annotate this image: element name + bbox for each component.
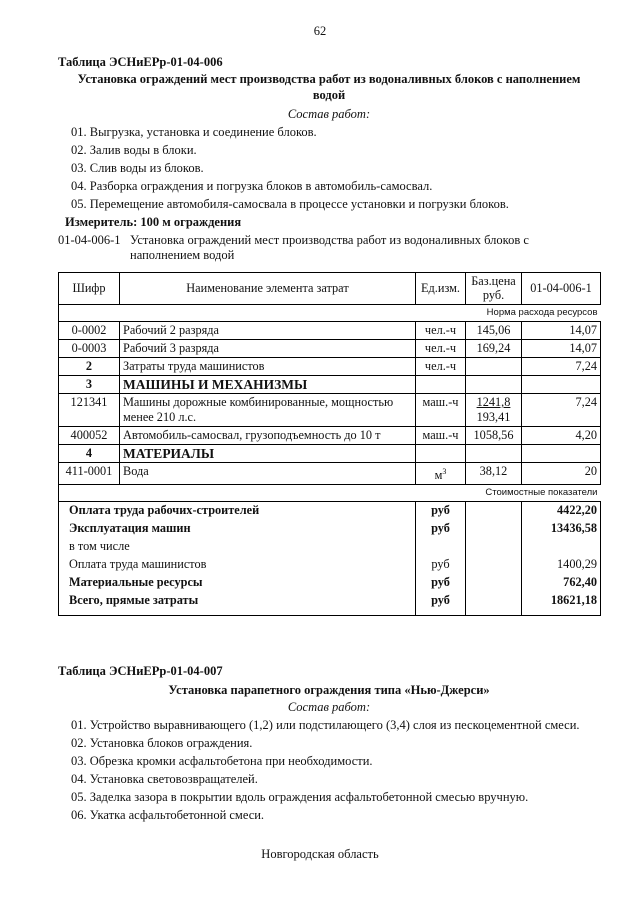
section-row	[59, 445, 601, 463]
cost-value: 762,40	[522, 574, 601, 592]
row-unit: чел.-ч	[416, 358, 466, 376]
cost-row	[59, 592, 601, 616]
cost-row	[59, 520, 601, 538]
row-unit: маш.-ч	[416, 427, 466, 445]
table1-work-item: 04. Разборка ограждения и погрузка блоков в автомобиль-самосвал.	[71, 179, 433, 193]
row-name: Затраты труда машинистов	[120, 358, 416, 376]
table2-work-item: 03. Обрезка кромки асфальтобетона при необходимости.	[71, 754, 373, 768]
table2-work-item: 04. Установка световозвращателей.	[71, 772, 258, 786]
table-row	[59, 394, 601, 427]
table1-work-item: 05. Перемещение автомобиля-самосвала в процессе установки и погрузки блоков.	[71, 197, 509, 211]
row-price: 38,12	[466, 463, 522, 485]
row-code: 0-0002	[59, 322, 120, 340]
row-price-line1: 1241,8	[476, 395, 511, 409]
table-row	[59, 322, 601, 340]
cost-name: Материальные ресурсы	[59, 574, 416, 592]
table2-code-title: Таблица ЭСНиЕРр-01-04-007	[58, 664, 223, 678]
row-price: 145,06	[466, 322, 522, 340]
row-name: Автомобиль-самосвал, грузоподъемность до 10 т	[120, 427, 416, 445]
section-title: МАТЕРИАЛЫ	[120, 445, 416, 463]
section-code: 4	[59, 445, 120, 463]
row-value: 14,07	[522, 322, 601, 340]
row-code: 2	[59, 358, 120, 376]
table1-item-code: 01-04-006-1	[58, 233, 121, 247]
table1-measure: Измеритель: 100 м ограждения	[65, 215, 242, 229]
row-value: 7,24	[522, 394, 601, 427]
cost-value: 13436,58	[522, 520, 601, 538]
cost-value: 1400,29	[522, 556, 601, 574]
table2-work-item: 01. Устройство выравнивающего (1,2) или подстилающего (3,4) слоя из пескоцементной смеси.	[71, 718, 580, 732]
norm-caption: Норма расхода ресурсов	[59, 305, 601, 322]
row-value: 14,07	[522, 340, 601, 358]
table-row	[59, 427, 601, 445]
row-name: Рабочий 3 разряда	[120, 340, 416, 358]
page-number: 62	[313, 24, 327, 38]
table-row	[59, 340, 601, 358]
header-price	[466, 273, 522, 305]
row-unit-base: м	[434, 468, 443, 483]
cost-value: 4422,20	[522, 502, 601, 520]
table-row	[59, 358, 601, 376]
row-value: 4,20	[522, 427, 601, 445]
row-value: 7,24	[522, 358, 601, 376]
norm-caption-row	[59, 305, 601, 322]
table1-work-item: 02. Залив воды в блоки.	[71, 143, 197, 157]
cost-unit: руб	[416, 520, 466, 538]
header-unit: Ед.изм.	[416, 273, 466, 305]
cost-name: Оплата труда машинистов	[59, 556, 416, 574]
table1-item-desc-line2: наполнением водой	[130, 248, 235, 262]
cost-caption: Стоимостные показатели	[59, 485, 601, 502]
table1-works-header: Состав работ:	[287, 107, 371, 121]
row-code: 411-0001	[59, 463, 120, 485]
table2-work-item: 05. Заделка зазора в покрытии вдоль ограждения асфальтобетонной смесью вручную.	[71, 790, 529, 804]
header-price-line1: Баз.цена	[471, 274, 516, 288]
cost-row	[59, 502, 601, 520]
cost-row	[59, 556, 601, 574]
cost-unit: руб	[416, 592, 466, 616]
row-price-line2: 193,41	[476, 410, 511, 424]
row-unit: чел.-ч	[416, 322, 466, 340]
row-unit	[416, 463, 466, 485]
table1-title-line1: Установка ограждений мест производства работ из водоналивных блоков с наполнением	[77, 72, 581, 86]
cost-name: в том числе	[59, 538, 416, 556]
table1-item-desc-line1: Установка ограждений мест производства работ из водоналивных блоков с	[130, 233, 529, 247]
row-name-line1: Машины дорожные комбинированные, мощностью	[123, 395, 394, 409]
table2-works-header: Состав работ:	[287, 700, 371, 714]
row-name	[120, 394, 416, 427]
row-price: 169,24	[466, 340, 522, 358]
section-row	[59, 376, 601, 394]
table1-code-title: Таблица ЭСНиЕРр-01-04-006	[58, 55, 223, 69]
row-name-line2: менее 210 л.с.	[123, 410, 197, 424]
table1-work-item: 01. Выгрузка, установка и соединение блоков.	[71, 125, 317, 139]
header-price-line2: руб.	[482, 288, 505, 302]
table2-work-item: 02. Установка блоков ограждения.	[71, 736, 253, 750]
row-code: 121341	[59, 394, 120, 427]
table2-work-item: 06. Укатка асфальтобетонной смеси.	[71, 808, 265, 822]
cost-caption-row	[59, 485, 601, 502]
table-header-row	[59, 273, 601, 305]
header-name: Наименование элемента затрат	[120, 273, 416, 305]
row-code: 0-0003	[59, 340, 120, 358]
row-name: Рабочий 2 разряда	[120, 322, 416, 340]
header-norm: 01-04-006-1	[522, 273, 601, 305]
resource-table	[58, 272, 601, 616]
cost-unit: руб	[416, 574, 466, 592]
cost-name: Всего, прямые затраты	[59, 592, 416, 616]
row-unit: маш.-ч	[416, 394, 466, 427]
table1-work-item: 03. Слив воды из блоков.	[71, 161, 204, 175]
cost-name: Оплата труда рабочих-строителей	[59, 502, 416, 520]
section-code: 3	[59, 376, 120, 394]
cost-name: Эксплуатация машин	[59, 520, 416, 538]
table1-title-line2: водой	[312, 88, 346, 102]
cost-unit: руб	[416, 556, 466, 574]
cost-row	[59, 574, 601, 592]
footer-region: Новгородская область	[261, 847, 379, 861]
section-title: МАШИНЫ И МЕХАНИЗМЫ	[120, 376, 416, 394]
row-code: 400052	[59, 427, 120, 445]
cost-row	[59, 538, 601, 556]
row-price: 1058,56	[466, 427, 522, 445]
row-name: Вода	[120, 463, 416, 485]
cost-value: 18621,18	[522, 592, 601, 616]
row-value: 20	[522, 463, 601, 485]
table2-title: Установка парапетного ограждения типа «Нью-Джерси»	[168, 683, 490, 697]
header-code: Шифр	[59, 273, 120, 305]
row-unit: чел.-ч	[416, 340, 466, 358]
table-row	[59, 463, 601, 485]
row-price	[466, 358, 522, 376]
row-unit-sup: 3	[442, 467, 447, 476]
cost-unit: руб	[416, 502, 466, 520]
row-price	[466, 394, 522, 427]
